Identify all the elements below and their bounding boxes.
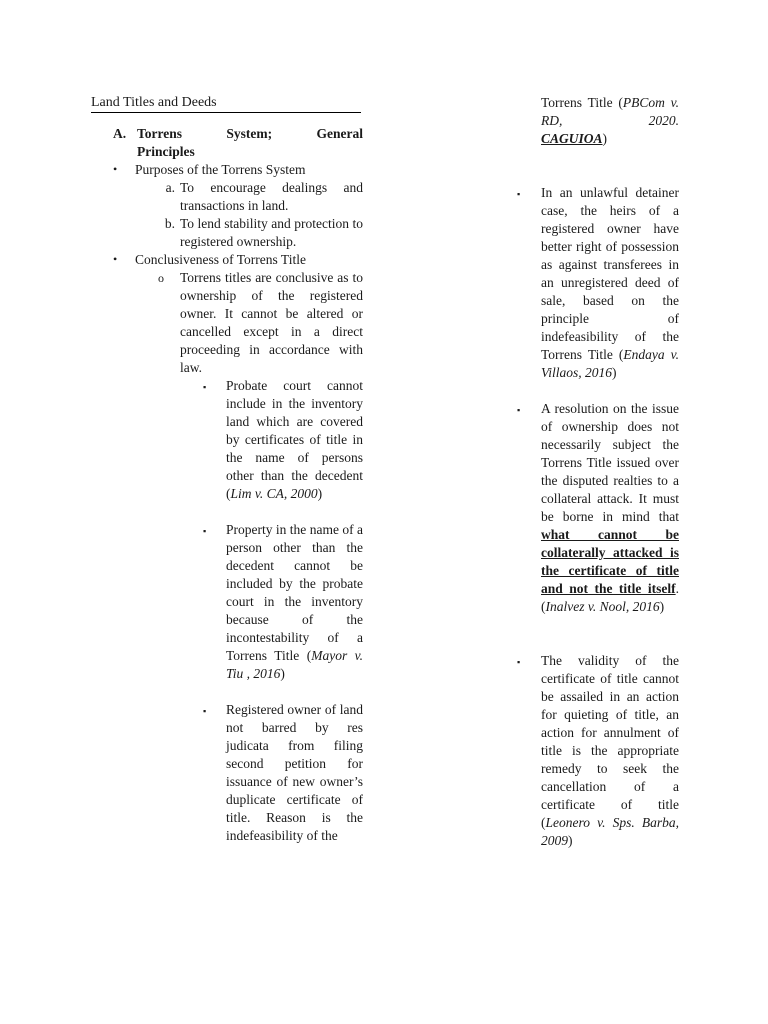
left-column [91, 125, 363, 845]
list-item [515, 652, 679, 850]
bullet-conclusiveness [91, 251, 363, 269]
purpose-b [91, 215, 363, 251]
square-bullet-icon: ▪ [517, 657, 521, 667]
continuation-text-start: Torrens Title ( [541, 95, 623, 110]
item-text: A resolution on the issue of ownership does not necessarily subject the Torrens Title issued over the disputed realties to a collateral attack. It must be borne in mind that [541, 401, 679, 524]
right-column [515, 94, 679, 850]
purposes-label: Purposes of the Torrens System [135, 162, 306, 177]
conclusiveness-label: Conclusiveness of Torrens Title [135, 252, 306, 267]
item-text-after: . ( [541, 581, 679, 614]
item-text: Property in the name of a person other than the decedent cannot be included by the probate court in the inventory because of the incontestability of a Torrens Title ( [226, 522, 363, 663]
purpose-a-text: To encourage dealings and transactions in land. [180, 180, 363, 213]
case-citation: PBCom v. RD, 2020. [541, 95, 679, 128]
list-item [91, 377, 363, 503]
ponente: CAGUIOA [541, 131, 603, 146]
citation-close: ) [568, 833, 573, 848]
case-citation: Mayor v. Tiu , 2016 [226, 648, 364, 681]
citation-close: ) [280, 666, 285, 681]
circle-bullet-icon: o [158, 271, 164, 285]
square-bullet-icon: ▪ [203, 382, 207, 392]
emphasized-text: what cannot be collaterally attacked is the certificate of title and not the title itself [541, 527, 679, 596]
header-title: Land Titles and Deeds [91, 95, 217, 110]
case-citation: Leonero v. Sps. Barba, 2009 [541, 815, 679, 848]
section-title-line1: Torrens System; General [137, 126, 363, 141]
square-bullet-icon: ▪ [203, 706, 207, 716]
item-text: The validity of the certificate of title cannot be assailed in an action for quieting of title, an action for annulment of title is the appropriate remedy to seek the cancellation of a certificate of title ( [541, 653, 679, 830]
disc-bullet-icon: • [113, 162, 118, 176]
case-citation: Inalvez v. Nool, 2016 [545, 599, 660, 614]
item-text: Probate court cannot include in the inventory land which are covered by certificates of title in the name of persons other than the decedent ( [226, 378, 363, 501]
purpose-a-marker: a. [165, 180, 175, 195]
section-marker: A. [113, 126, 127, 141]
purpose-b-text: To lend stability and protection to registered ownership. [180, 216, 363, 249]
page-header [91, 94, 361, 112]
square-bullet-icon: ▪ [517, 189, 521, 199]
list-item [515, 400, 679, 616]
citation-close: ) [612, 365, 617, 380]
citation-close: ) [602, 131, 608, 146]
section-title-line2: Principles [137, 144, 195, 159]
item-text: Registered owner of land not barred by res judicata from filing second petition for issuance of new owner’s duplicate certificate of title. Reason is the indefeasibility of the [226, 702, 363, 843]
square-bullet-icon: ▪ [203, 526, 207, 536]
conclusiveness-point [91, 269, 363, 377]
item-text: In an unlawful detainer case, the heirs of a registered owner have better right of possession as against transferees in an unregistered deed of sale, based on the principle of indefeasibility of the Torrens Title ( [541, 185, 679, 362]
conclusiveness-text: Torrens titles are conclusive as to ownership of the registered owner. It cannot be altered or cancelled except in a direct proceeding in accordance with law. [180, 270, 363, 375]
list-item [91, 701, 363, 845]
list-item [91, 521, 363, 683]
bullet-purposes [91, 161, 363, 179]
purpose-b-marker: b. [164, 216, 175, 231]
purpose-a [91, 179, 363, 215]
case-citation: Lim v. CA, 2000 [230, 486, 318, 501]
continuation-text [515, 94, 679, 148]
citation-close: ) [317, 486, 323, 501]
square-bullet-icon: ▪ [517, 405, 521, 415]
section-heading [91, 125, 363, 161]
header-rule [91, 112, 361, 113]
disc-bullet-icon: • [113, 252, 118, 266]
citation-close: ) [659, 599, 665, 614]
case-citation: Endaya v. Villaos, 2016 [541, 347, 680, 380]
list-item [515, 184, 679, 382]
